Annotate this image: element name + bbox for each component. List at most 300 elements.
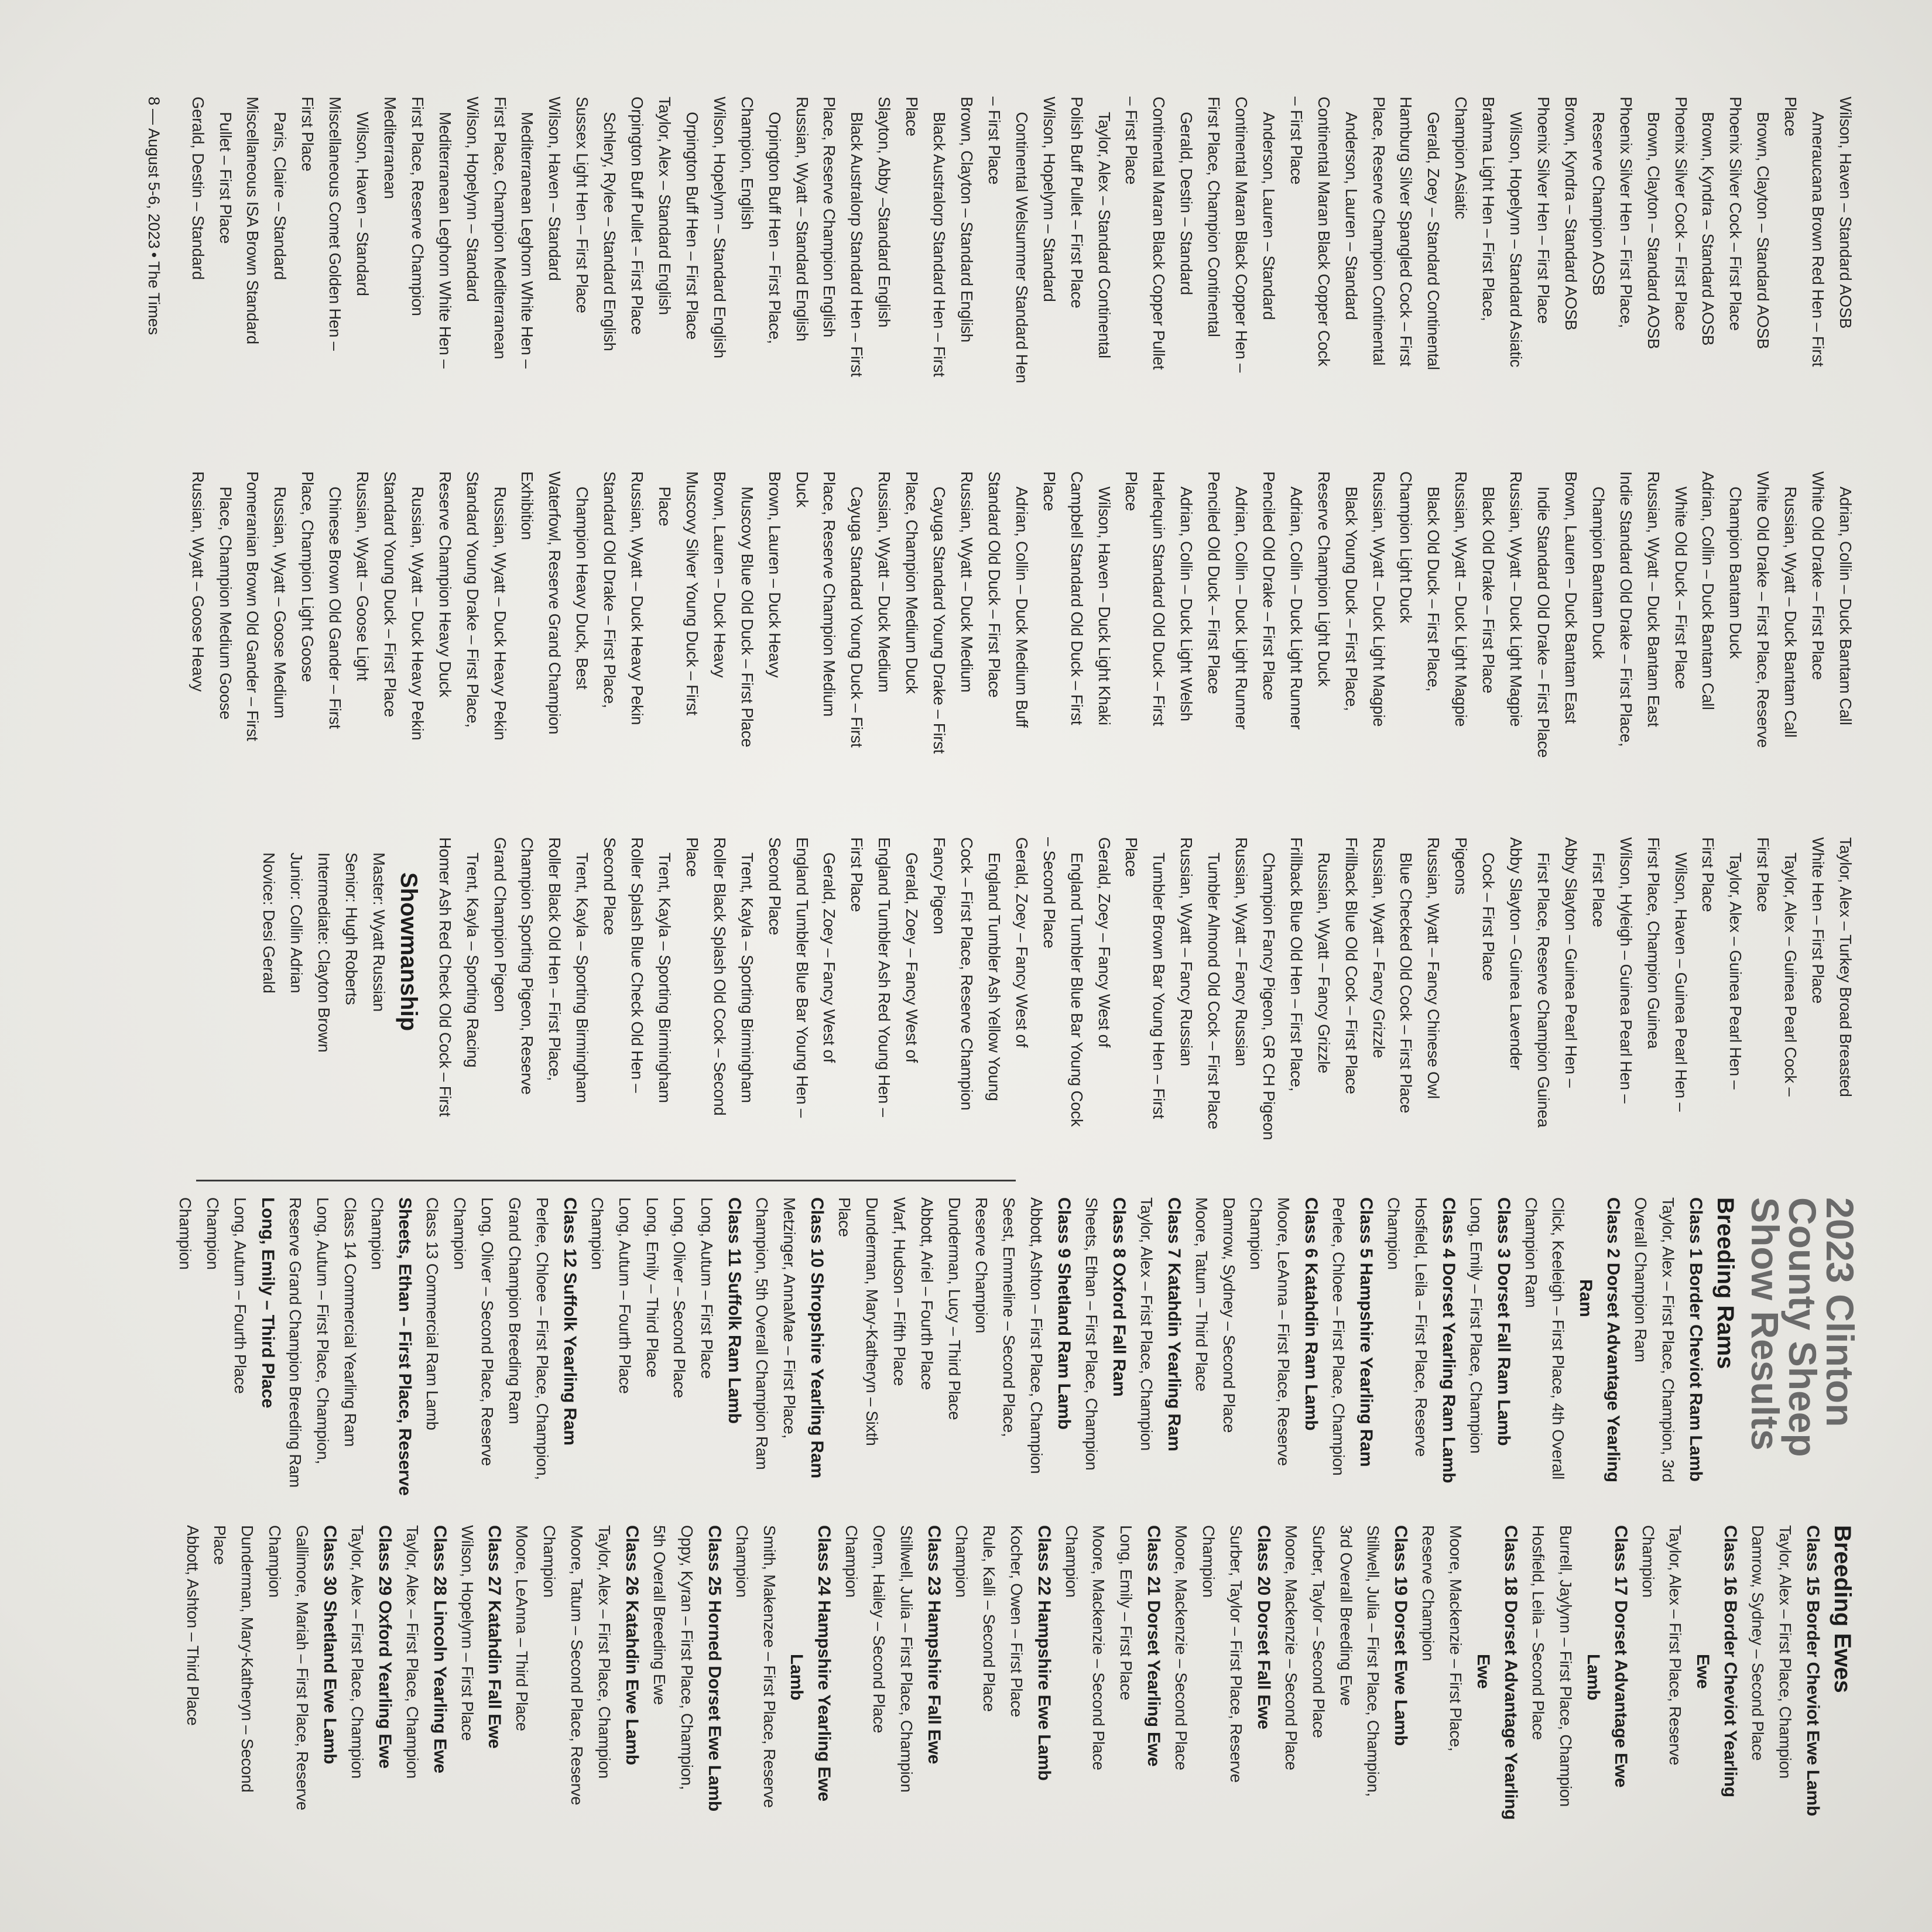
text-line: Continental Maran Black Copper Cock bbox=[1314, 97, 1333, 366]
text-line: Standard Young Drake – First Place, bbox=[463, 471, 482, 728]
text-line: Damrow, Sydney – Second Place bbox=[1220, 1197, 1238, 1433]
text-line: Brown, Clayton – Standard AOSB bbox=[1754, 112, 1773, 350]
class-heading: Class 18 Dorset Advantage Yearling bbox=[1501, 1525, 1521, 1820]
text-line: Champion bbox=[952, 1525, 971, 1598]
text-line: Adrian, Collin – Duck Medium Buff bbox=[1012, 487, 1031, 728]
text-line: Orpington Buff Hen – First Place, bbox=[765, 112, 784, 344]
text-line: Place bbox=[683, 837, 701, 877]
main-headline: County Sheep bbox=[1781, 1197, 1824, 1457]
class-heading: Class 29 Oxford Yearling Ewe bbox=[375, 1525, 395, 1769]
text-line: Brown, Lauren – Duck Heavy bbox=[710, 471, 729, 678]
text-line: Hamburg Silver Spangled Cock – First bbox=[1397, 97, 1416, 366]
text-line: Place, Champion Light Goose bbox=[299, 471, 317, 682]
class-heading: Class 7 Katahdin Yearling Ram bbox=[1164, 1197, 1184, 1451]
text-line: Exhibition bbox=[518, 471, 537, 540]
text-line: Champion Bantam Duck bbox=[1589, 487, 1608, 659]
text-line: Stillwell, Julia – First Place, Champion bbox=[898, 1525, 916, 1793]
text-line: Taylor, Alex – Standard English bbox=[656, 97, 674, 315]
class-heading: Class 11 Suffolk Ram Lamb bbox=[725, 1197, 745, 1424]
breeding-ewes-heading: Breeding Ewes bbox=[1830, 1525, 1855, 1693]
class-heading: Ram bbox=[1576, 1279, 1596, 1317]
text-line: Wilson, Haven – Standard bbox=[354, 112, 372, 296]
text-line: Phoenix Silver Cock – First Place bbox=[1671, 97, 1690, 331]
text-line: Frillback Blue Old Hen – First Place, bbox=[1287, 837, 1306, 1092]
text-line: Champion bbox=[1247, 1197, 1266, 1270]
text-line: Wilson, Hopelynn – Standard bbox=[463, 97, 482, 302]
text-line: Moore, Mackenzie – Second Place bbox=[1172, 1525, 1191, 1770]
text-line: Grand Champion Breeding Ram bbox=[506, 1197, 525, 1424]
text-line: Brahma Light Hen – First Place, bbox=[1479, 97, 1498, 321]
text-line: Russian, Wyatt – Duck Light Magpie bbox=[1369, 471, 1388, 727]
text-line: Click, Keeleigh – First Place, 4th Overall bbox=[1549, 1197, 1568, 1480]
page-number: 8 bbox=[145, 97, 163, 106]
text-line: Intermediate: Clayton Brown bbox=[315, 852, 334, 1053]
text-line: Russian, Wyatt – Duck Bantam Call bbox=[1782, 487, 1800, 738]
text-line: Trent, Kayla – Sporting Birmingham bbox=[738, 852, 756, 1103]
text-line: Junior: Collin Adrian bbox=[287, 852, 306, 994]
class-heading: Class 22 Hampshire Ewe Lamb bbox=[1034, 1525, 1054, 1781]
column-3 bbox=[255, 837, 1859, 1165]
text-line: Taylor, Alex – Guinea Pearl Cock – bbox=[1782, 852, 1800, 1097]
class-heading: Class 23 Hampshire Fall Ewe bbox=[924, 1525, 944, 1765]
text-line: Russian, Wyatt – Goose Medium bbox=[271, 487, 290, 718]
text-line: Mediterranean Leghorn White Hen – bbox=[518, 112, 537, 369]
text-line: Place, Champion Medium Duck bbox=[903, 471, 922, 694]
text-line: Roller Splash Blue Check Old Hen – bbox=[628, 837, 647, 1093]
text-line: Taylor, Alex – First Place, Reserve bbox=[1666, 1525, 1685, 1766]
text-line: Orem, Hailey – Second Place bbox=[870, 1525, 889, 1734]
text-line: Oppy, Kyran – First Place, Champion, bbox=[677, 1525, 696, 1790]
text-line: 5th Overall Breeding Ewe bbox=[650, 1525, 669, 1705]
text-line: Gerald, Destin – Standard bbox=[1177, 112, 1196, 295]
text-line: Russian, Wyatt – Duck Heavy Pekin bbox=[408, 487, 427, 741]
class-heading: Class 26 Katahdin Ewe Lamb bbox=[622, 1525, 642, 1765]
text-line: England Tumbler Ash Yellow Young bbox=[985, 852, 1003, 1101]
text-line: Cayuga Standard Young Drake – First bbox=[930, 487, 949, 754]
text-line: Second Place bbox=[601, 837, 619, 936]
text-line: Pomeranian Brown Old Gander – First bbox=[244, 471, 262, 741]
text-line: Russian, Wyatt – Goose Heavy bbox=[189, 471, 207, 692]
text-line: Class 14 Commercial Yearling Ram bbox=[341, 1197, 359, 1447]
text-line: Grand Champion Pigeon bbox=[491, 837, 509, 1012]
text-line: Black Australorp Standard Hen – First bbox=[848, 112, 866, 377]
text-line: Gerald, Zoey – Fancy West of bbox=[1012, 837, 1031, 1048]
text-line: Adrian, Collin – Duck Bantam Call bbox=[1837, 487, 1855, 725]
text-line: Champion Heavy Duck, Best bbox=[573, 487, 592, 690]
text-line: Frillback Blue Old Cock – First Place bbox=[1342, 837, 1361, 1094]
text-line: Cayuga Standard Young Duck – First bbox=[848, 487, 866, 748]
breeding-rams-heading: Breeding Rams bbox=[1712, 1197, 1738, 1369]
text-line: Champion Asiatic bbox=[1452, 97, 1471, 220]
text-line: Reserve Champion Heavy Duck bbox=[436, 471, 454, 697]
text-line: Taylor, Alex – Turkey Broad Breasted bbox=[1837, 837, 1855, 1097]
text-line: Abbott, Ashton – Third Place bbox=[183, 1525, 202, 1726]
text-line: Blue Checked Old Cock – First Place bbox=[1397, 852, 1416, 1114]
text-line: Taylor, Alex – First Place, Champion bbox=[348, 1525, 366, 1779]
class-heading: Ewe bbox=[1474, 1654, 1493, 1689]
text-line: Cock – First Place, Reserve Champion bbox=[958, 837, 976, 1111]
text-line: Champion, English bbox=[738, 97, 756, 230]
text-line: Hosfield, Leila – First Place, Reserve bbox=[1412, 1197, 1430, 1457]
text-line: Russian, Wyatt – Duck Heavy Pekin bbox=[491, 487, 509, 741]
class-heading: Sheets, Ethan – First Place, Reserve bbox=[395, 1197, 415, 1496]
text-line: Gerald, Zoey – Fancy West of bbox=[820, 852, 839, 1063]
text-line: Long, Oliver – Second Place, Reserve bbox=[478, 1197, 497, 1467]
text-line: Pullet – First Place bbox=[216, 112, 235, 244]
publication-name: The Times bbox=[145, 261, 163, 335]
text-line: First Place, Reserve Champion bbox=[408, 97, 427, 316]
text-line: Champion bbox=[204, 1197, 222, 1270]
class-heading: Class 30 Shetland Ewe Lamb bbox=[320, 1525, 340, 1765]
text-line: Abbott, Ashton – First Place, Champion bbox=[1027, 1197, 1046, 1474]
text-line: Continental Maran Black Copper Hen – bbox=[1232, 97, 1251, 373]
text-line: Russian, Wyatt – Fancy Grizzle bbox=[1314, 852, 1333, 1074]
text-line: Place bbox=[1122, 837, 1141, 877]
text-line: Brown, Kyndra – Standard AOSB bbox=[1561, 97, 1580, 331]
text-line: Stillwell, Julia – First Place, Champion, bbox=[1364, 1525, 1383, 1797]
class-heading: Class 3 Dorset Fall Ram Lamb bbox=[1493, 1197, 1513, 1446]
class-heading: Class 8 Oxford Fall Ram bbox=[1109, 1197, 1129, 1397]
text-line: Cock – First Place bbox=[1479, 852, 1498, 981]
text-line: Russian, Wyatt – Duck Bantam East bbox=[1644, 471, 1663, 727]
section-divider bbox=[196, 1180, 1016, 1181]
text-line: Continental Maran Black Copper Pullet bbox=[1150, 97, 1169, 370]
text-line: Trent, Kayla – Sporting Racing bbox=[463, 852, 482, 1068]
text-line: Mediterranean Leghorn White Hen – bbox=[436, 112, 454, 369]
text-line: Indie Standard Old Drake – First Place, bbox=[1616, 471, 1635, 747]
text-line: Moore, Mackenzie – Second Place bbox=[1090, 1525, 1108, 1770]
text-line: Sheets, Ethan – First Place, Champion bbox=[1083, 1197, 1101, 1471]
text-line: Warf, Hudson – Fifth Place bbox=[890, 1197, 909, 1386]
text-line: England Tumbler Blue Bar Young Cock bbox=[1067, 852, 1086, 1127]
text-line: Roller Black Splash Old Cock – Second bbox=[710, 837, 729, 1116]
text-line: Abbott, Ariel – Fourth Place bbox=[917, 1197, 936, 1390]
class-heading: Class 2 Dorset Advantage Yearling bbox=[1604, 1197, 1623, 1482]
text-line: Moore, Mackenzie – Second Place bbox=[1282, 1525, 1300, 1770]
text-line: Place bbox=[1040, 471, 1059, 511]
text-line: Adrian, Collin – Duck Light Welsh bbox=[1177, 487, 1196, 721]
text-line: Long, Emily – Third Place bbox=[643, 1197, 662, 1378]
text-line: Reserve Champion bbox=[972, 1197, 991, 1334]
text-line: Indie Standard Old Drake – First Place bbox=[1534, 487, 1553, 758]
text-line: Novice: Desi Gerald bbox=[260, 852, 279, 994]
text-line: Russian, Wyatt – Duck Medium bbox=[958, 471, 976, 693]
text-line: Reserve Champion bbox=[1419, 1525, 1438, 1662]
class-heading: Class 25 Horned Dorset Ewe Lamb bbox=[704, 1525, 724, 1811]
text-line: Wilson, Hopelynn – Standard bbox=[1040, 97, 1059, 302]
text-line: Place, Reserve Champion Continental bbox=[1369, 97, 1388, 366]
text-line: First Place bbox=[1589, 852, 1608, 927]
text-line: – First Place bbox=[1287, 97, 1306, 185]
text-line: Muscovy Blue Old Duck – First Place bbox=[738, 487, 756, 748]
text-line: Wilson, Haven – Standard bbox=[546, 97, 564, 281]
text-line: Penciled Old Duck – First Place bbox=[1205, 471, 1224, 694]
text-line: Wilson, Hopelynn – Standard English bbox=[710, 97, 729, 359]
text-line: Smith, Makenzee – First Place, Reserve bbox=[760, 1525, 779, 1808]
text-line: Second Place bbox=[765, 837, 784, 936]
text-line: Abby Slayton – Guinea Pearl Hen – bbox=[1561, 837, 1580, 1088]
text-line: Adrian, Collin – Duck Light Runner bbox=[1232, 487, 1251, 730]
text-line: Taylor, Alex – Standard Continental bbox=[1095, 112, 1114, 359]
text-line: Russian, Wyatt – Duck Light Magpie bbox=[1507, 471, 1526, 727]
text-line: Champion bbox=[732, 1525, 751, 1598]
page-footer bbox=[142, 97, 166, 335]
text-line: Phoenix Silver Cock – First Place bbox=[1727, 97, 1745, 331]
text-line: Pigeons bbox=[1452, 837, 1471, 895]
class-heading: Class 16 Border Cheviot Yearling bbox=[1721, 1525, 1741, 1797]
text-line: Dunderman, Mary-Katheryn – Second bbox=[238, 1525, 257, 1793]
text-line: Wilson, Hyleigh – Guinea Pearl Hen – bbox=[1616, 837, 1635, 1104]
text-line: 3rd Overall Breeding Ewe bbox=[1337, 1525, 1355, 1706]
text-line: – First Place bbox=[985, 97, 1003, 185]
text-line: Champion Light Duck bbox=[1397, 471, 1416, 624]
text-line: Homer Ash Red Check Old Cock – First bbox=[436, 837, 454, 1117]
text-line: Long, Autum – First Place, Champion, bbox=[313, 1197, 332, 1464]
text-line: Champion bbox=[1639, 1525, 1657, 1598]
class-heading: Class 6 Katahdin Ram Lamb bbox=[1301, 1197, 1321, 1431]
text-line: Perlee, Chloee – First Place, Champion bbox=[1330, 1197, 1348, 1476]
text-line: Wilson, Hopelynn – Standard Asiatic bbox=[1507, 112, 1526, 368]
text-line: Champion bbox=[176, 1197, 195, 1270]
text-line: Penciled Old Drake – First Place bbox=[1259, 471, 1278, 700]
text-line: First Place, Reserve Champion Guinea bbox=[1534, 852, 1553, 1128]
text-line: Adrian, Collin – Duck Bantam Call bbox=[1699, 471, 1718, 710]
text-line: Continental Welsummer Standard Hen bbox=[1012, 112, 1031, 383]
text-line: Gerald, Zoey – Fancy West of bbox=[903, 852, 922, 1063]
text-line: Russian, Wyatt – Duck Heavy Pekin bbox=[628, 471, 647, 725]
text-line: Miscellaneous ISA Brown Standard bbox=[244, 97, 262, 345]
text-line: Chinese Brown Old Gander – First bbox=[326, 487, 345, 729]
text-line: Brown, Lauren – Duck Bantam East bbox=[1561, 471, 1580, 724]
text-line: Damrow, Sydney – Second Place bbox=[1749, 1525, 1767, 1761]
text-line: Long, Emily – First Place, Champion bbox=[1467, 1197, 1485, 1454]
class-heading: Class 27 Katahdin Fall Ewe bbox=[485, 1525, 505, 1749]
class-heading: Lamb bbox=[787, 1654, 807, 1701]
text-line: Russian, Wyatt – Standard English bbox=[793, 97, 811, 342]
text-line: Brown, Clayton – Standard AOSB bbox=[1644, 112, 1663, 350]
text-line: Dunderman, Mary-Katheryn – Sixth bbox=[862, 1197, 881, 1446]
text-line: Roller Black Old Hen – First Place, bbox=[546, 837, 564, 1081]
text-line: Place, Reserve Champion English bbox=[820, 97, 839, 338]
text-line: Overall Champion Ram bbox=[1632, 1197, 1650, 1362]
text-line: First Place bbox=[1754, 837, 1773, 912]
text-line: Brown, Lauren – Duck Heavy bbox=[765, 471, 784, 678]
text-line: England Tumbler Blue Bar Young Hen – bbox=[793, 837, 811, 1118]
text-line: Anderson, Lauren – Standard bbox=[1342, 112, 1361, 320]
text-line: Taylor, Alex – Guinea Pearl Hen – bbox=[1727, 852, 1745, 1090]
column-4 bbox=[171, 1197, 1862, 1502]
text-line: Reserve Champion Light Duck bbox=[1314, 471, 1333, 687]
text-line: Place bbox=[1122, 471, 1141, 511]
text-line: Black Australorp Standard Hen – First bbox=[930, 112, 949, 377]
text-line: Long, Autum – First Place bbox=[698, 1197, 717, 1379]
text-line: Phoenix Silver Hen – First Place, bbox=[1616, 97, 1635, 328]
text-line: – First Place bbox=[1122, 97, 1141, 185]
text-line: Class 13 Commercial Ram Lamb bbox=[423, 1197, 442, 1430]
issue-date: August 5-6, 2023 bbox=[145, 128, 163, 249]
text-line: Abby Slayton – Guinea Lavender bbox=[1507, 837, 1526, 1070]
text-line: Wilson, Hopelynn – First Place bbox=[458, 1525, 477, 1741]
text-line: Orpington Buff Pullet – First Place bbox=[628, 97, 647, 335]
class-heading: Class 21 Dorset Yearling Ewe bbox=[1144, 1525, 1164, 1767]
text-line: Taylor, Alex – First Place, Champion, 3rd bbox=[1659, 1197, 1678, 1483]
text-line: Master: Wyatt Russian bbox=[369, 852, 388, 1012]
column-5 bbox=[179, 1525, 1859, 1830]
text-line: Brown, Kyndra – Standard AOSB bbox=[1699, 112, 1718, 346]
text-line: Long, Autum – Fourth Place bbox=[231, 1197, 249, 1394]
text-line: Russian, Wyatt – Fancy Russian bbox=[1177, 837, 1196, 1067]
text-line: Ameraucana Brown Red Hen – First bbox=[1809, 112, 1828, 367]
class-heading: Class 5 Hampshire Yearling Ram bbox=[1356, 1197, 1376, 1467]
text-line: Champion Fancy Pigeon, GR CH Pigeon bbox=[1259, 852, 1278, 1140]
text-line: Sussex Light Hen – First Place bbox=[573, 97, 592, 314]
text-line: Surber, Taylor – First Place, Reserve bbox=[1227, 1525, 1245, 1783]
text-line: First Place bbox=[299, 97, 317, 172]
text-line: Tumbler Almond Old Cock – First Place bbox=[1205, 852, 1224, 1129]
class-heading: Class 28 Lincoln Yearling Ewe bbox=[430, 1525, 450, 1773]
class-heading: Long, Emily – Third Place bbox=[258, 1197, 278, 1409]
text-line: Champion bbox=[451, 1197, 470, 1270]
text-line: Taylor, Alex – First Place, Champion bbox=[595, 1525, 614, 1779]
rotated-content bbox=[94, 97, 1862, 1830]
class-heading: Class 15 Border Cheviot Ewe Lamb bbox=[1803, 1525, 1823, 1817]
text-line: Champion bbox=[266, 1525, 285, 1598]
text-line: Wilson, Haven – Duck Light Khaki bbox=[1095, 487, 1114, 725]
main-headline: Show Results bbox=[1743, 1197, 1787, 1451]
class-heading: Class 4 Dorset Yearling Ram Lamb bbox=[1438, 1197, 1458, 1484]
text-line: Seest, Emmeline – Second Place, bbox=[1000, 1197, 1019, 1437]
text-line: Long, Emily – First Place bbox=[1117, 1525, 1136, 1701]
text-line: Anderson, Lauren – Standard bbox=[1259, 112, 1278, 320]
text-line: Champion bbox=[540, 1525, 559, 1598]
text-line: Taylor, Alex – First Place, Champion bbox=[1776, 1525, 1795, 1779]
text-line: Moore, LeAnna – Third Place bbox=[513, 1525, 532, 1731]
text-line: Russian, Wyatt – Fancy Grizzle bbox=[1369, 837, 1388, 1059]
text-line: Harlequin Standard Old Duck – First bbox=[1150, 471, 1169, 726]
text-line: Place, Reserve Champion Medium bbox=[820, 471, 839, 717]
column-1 bbox=[184, 97, 1859, 436]
text-line: Russian, Wyatt – Fancy Chinese Owl bbox=[1424, 837, 1443, 1099]
text-line: Tumbler Brown Bar Young Hen – First bbox=[1150, 852, 1169, 1119]
text-line: Standard Young Duck – First Place bbox=[381, 471, 399, 717]
text-line: Senior: Hugh Roberts bbox=[342, 852, 361, 1005]
text-line: White Old Drake – First Place, Reserve bbox=[1754, 471, 1773, 748]
text-line: Champion bbox=[1062, 1525, 1081, 1598]
text-line: Burrell, Jaylynn – First Place, Champion bbox=[1556, 1525, 1575, 1807]
text-line: Schlery, Rylee – Standard English bbox=[601, 112, 619, 351]
text-line: Muscovy Silver Young Duck – First bbox=[683, 471, 701, 715]
class-heading: Class 19 Dorset Ewe Lamb bbox=[1391, 1525, 1411, 1746]
text-line: Champion, 5th Overall Champion Ram bbox=[753, 1197, 772, 1470]
text-line: Champion Sporting Pigeon, Reserve bbox=[518, 837, 537, 1095]
text-line: Gerald, Zoey – Standard Continental bbox=[1424, 112, 1443, 370]
text-line: Hosfield, Leila – Second Place bbox=[1529, 1525, 1547, 1741]
text-line: Champion Bantam Duck bbox=[1727, 487, 1745, 659]
text-line: Place, Champion Medium Goose bbox=[216, 487, 235, 720]
text-line: First Place bbox=[848, 837, 866, 912]
text-line: – Second Place bbox=[1040, 837, 1059, 948]
text-line: Wilson, Haven – Guinea Pearl Hen – bbox=[1671, 852, 1690, 1112]
class-heading: Class 12 Suffolk Yearling Ram bbox=[560, 1197, 580, 1445]
text-line: Orpington Buff Hen – First Place bbox=[683, 112, 701, 340]
text-line: Trent, Kayla – Sporting Birmingham bbox=[573, 852, 592, 1103]
text-line: Moore, Mackenzie – First Place, bbox=[1447, 1525, 1465, 1752]
class-heading: Class 1 Border Cheviot Ram Lamb bbox=[1686, 1197, 1705, 1482]
text-line: Black Young Duck – First Place, bbox=[1342, 487, 1361, 711]
text-line: Gerald, Zoey – Fancy West of bbox=[1095, 837, 1114, 1048]
text-line: Place bbox=[211, 1525, 229, 1565]
text-line: Standard Old Duck – First Place bbox=[985, 471, 1003, 698]
showmanship-heading: Showmanship bbox=[395, 872, 422, 1032]
text-line: Place bbox=[903, 97, 922, 136]
text-line: Gerald, Destin – Standard bbox=[189, 97, 207, 280]
text-line: Champion bbox=[588, 1197, 607, 1270]
text-line: Wilson, Haven – Standard AOSB bbox=[1837, 97, 1855, 329]
class-heading: Class 17 Dorset Advantage Ewe bbox=[1611, 1525, 1630, 1788]
text-line: Champion bbox=[1200, 1525, 1218, 1598]
text-line: Trent, Kayla – Sporting Birmingham bbox=[656, 852, 674, 1103]
text-line: Surber, Taylor – Second Place bbox=[1309, 1525, 1328, 1738]
text-line: Dunderman, Lucy – Third Place bbox=[945, 1197, 964, 1420]
text-line: Place bbox=[835, 1197, 854, 1237]
text-line: Place bbox=[656, 487, 674, 526]
text-line: Gallimore, Mariah – First Place, Reserve bbox=[293, 1525, 312, 1811]
text-line: Reserve Champion AOSB bbox=[1589, 112, 1608, 296]
text-line: Taylor, Alex – First Place, Champion bbox=[403, 1525, 422, 1779]
text-line: Moore, LeAnna – First Place, Reserve bbox=[1275, 1197, 1293, 1466]
text-line: Waterfowl, Reserve Grand Champion bbox=[546, 471, 564, 735]
text-line: Taylor, Alex – Frist Place, Champion bbox=[1137, 1197, 1156, 1451]
footer-separator: — bbox=[145, 109, 163, 125]
text-line: Campbell Standard Old Duck – First bbox=[1067, 471, 1086, 725]
text-line: Black Old Drake – First Place bbox=[1479, 487, 1498, 694]
text-line: First Place bbox=[1699, 837, 1718, 912]
text-line: White Hen – First Place bbox=[1809, 837, 1828, 1004]
text-line: White Old Duck – First Place bbox=[1671, 487, 1690, 689]
text-line: Kocher, Owen – First Place bbox=[1007, 1525, 1026, 1717]
text-line: White Old Drake – First Place bbox=[1809, 471, 1828, 680]
text-line: Russian, Wyatt – Duck Medium bbox=[875, 471, 894, 693]
text-line: Black Old Duck – First Place, bbox=[1424, 487, 1443, 692]
text-line: Long, Oliver – Second Place bbox=[670, 1197, 689, 1399]
text-line: Fancy Pigeon bbox=[930, 837, 949, 934]
text-line: Russian, Wyatt – Goose Light bbox=[354, 471, 372, 681]
text-line: Reserve Grand Champion Breeding Ram bbox=[286, 1197, 304, 1488]
text-line: Brown, Clayton – Standard English bbox=[958, 97, 976, 342]
text-line: First Place, Champion Guinea bbox=[1644, 837, 1663, 1049]
text-line: England Tumbler Ash Red Young Hen – bbox=[875, 837, 894, 1117]
text-line: Adrian, Collin – Duck Light Runner bbox=[1287, 487, 1306, 730]
text-line: First Place, Champion Continental bbox=[1205, 97, 1224, 337]
text-line: Moore, Tatum – Third Place bbox=[1192, 1197, 1211, 1392]
text-line: Paris, Claire – Standard bbox=[271, 112, 290, 280]
text-line: Polish Buff Pullet – First Place bbox=[1067, 97, 1086, 309]
text-line: Russian, Wyatt – Duck Light Magpie bbox=[1452, 471, 1471, 727]
text-line: Russian, Wyatt – Fancy Russian bbox=[1232, 837, 1251, 1067]
class-heading: Class 10 Shropshire Yearling Ram bbox=[807, 1197, 827, 1478]
text-line: Mediterranean bbox=[381, 97, 399, 199]
text-line: Champion bbox=[368, 1197, 387, 1270]
text-line: First Place, Champion Mediterranean bbox=[491, 97, 509, 359]
text-line: Champion bbox=[842, 1525, 861, 1598]
text-line: Place bbox=[1782, 97, 1800, 136]
text-line: Miscellaneous Comet Golden Hen – bbox=[326, 97, 345, 351]
text-line: Phoenix Silver Hen – First Place bbox=[1534, 97, 1553, 324]
text-line: Moore, Tatum – Second Place, Reserve bbox=[568, 1525, 587, 1806]
text-line: Rule, Kalli – Second Place bbox=[979, 1525, 998, 1712]
main-headline: 2023 Clinton bbox=[1818, 1197, 1862, 1427]
text-line: Metzinger, AnnaMae – First Place, bbox=[780, 1197, 799, 1439]
